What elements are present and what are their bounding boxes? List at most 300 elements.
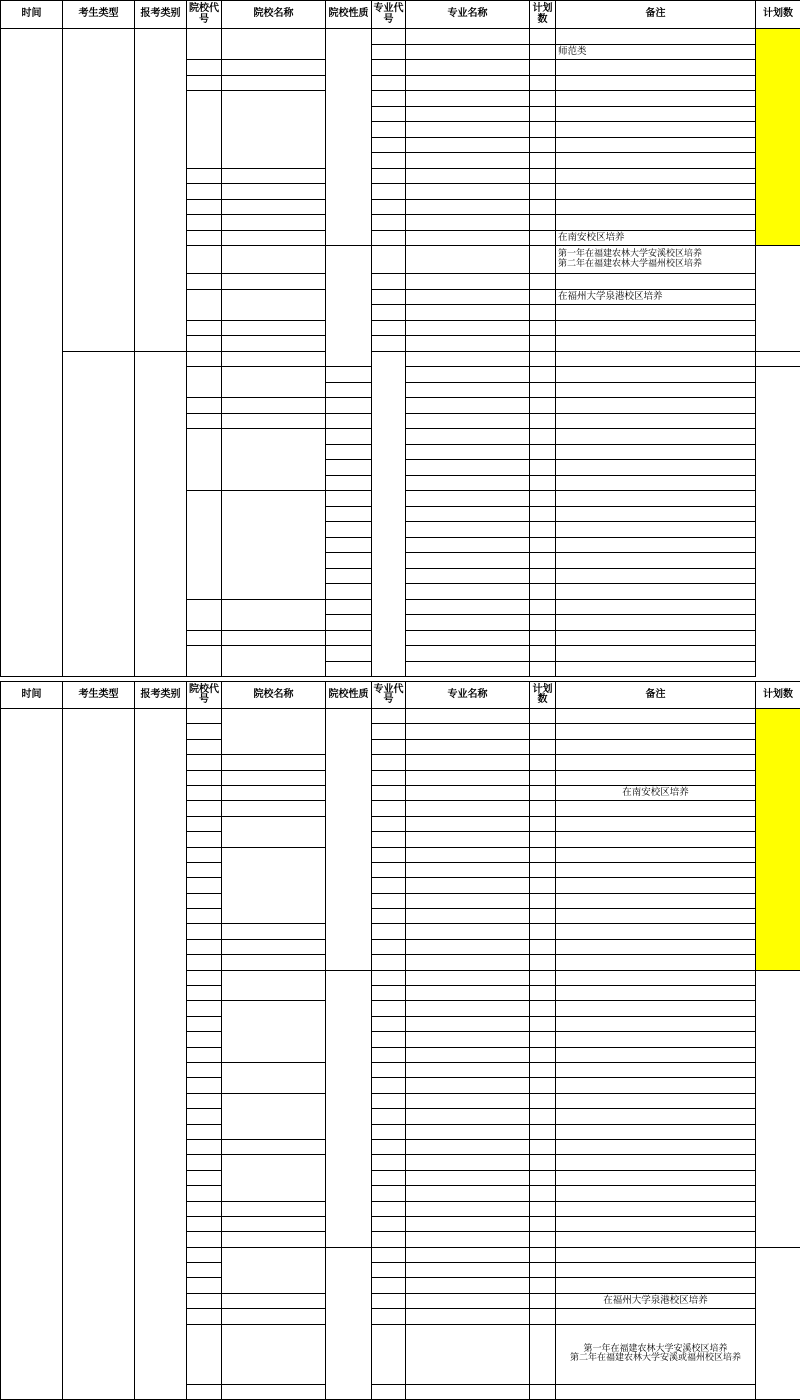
school-code-cell [187,274,222,290]
remark-cell [556,460,756,476]
major-name-cell [406,1247,530,1262]
school-code-cell [187,491,222,600]
major-name-cell [406,893,530,908]
major-code-cell [372,336,406,352]
school-nature-cell [372,351,406,677]
school-name-cell [222,246,326,274]
plan-count-cell [530,106,556,122]
major-name-cell [406,320,530,336]
remark-cell [556,1201,756,1216]
remark-cell [556,893,756,908]
col-school-name: 院校名称 [222,682,326,709]
plan-count-cell [530,724,556,739]
school-code-cell [187,816,222,831]
plan-count-cell [530,1093,556,1108]
plan-count-cell [530,646,556,662]
school-code-cell [187,755,222,770]
school-name-cell [222,1324,326,1384]
major-code-cell [326,444,372,460]
major-name-cell [406,199,530,215]
school-name-cell [222,646,326,677]
school-code-cell [187,986,222,1001]
major-code-cell [372,1001,406,1016]
school-code-cell [187,970,222,985]
remark-cell [556,970,756,985]
major-name-cell [406,615,530,631]
plan-total-cell [756,246,800,352]
col-time: 时间 [1,1,63,29]
plan-count-cell [530,893,556,908]
remark-cell [556,367,756,383]
major-code-cell [326,506,372,522]
school-name-cell [222,491,326,600]
major-name-cell [406,91,530,107]
school-code-cell [187,599,222,630]
plan-count-cell [530,986,556,1001]
major-name-cell [406,137,530,153]
major-code-cell [372,816,406,831]
major-name-cell [406,1016,530,1031]
school-name-cell [222,1247,326,1293]
major-name-cell [406,847,530,862]
major-code-cell [372,847,406,862]
plan-count-cell [530,939,556,954]
major-name-cell [406,29,530,45]
plan-count-cell [530,770,556,785]
school-code-cell [187,246,222,274]
school-code-cell [187,1384,222,1399]
remark-cell [556,215,756,231]
major-name-cell [406,724,530,739]
school-code-cell [187,801,222,816]
major-name-cell [406,44,530,60]
major-name-cell [406,970,530,985]
school-name-cell [222,924,326,939]
plan-count-cell [530,924,556,939]
remark-cell [556,568,756,584]
major-name-cell [406,1124,530,1139]
major-code-cell [326,382,372,398]
remark-cell [556,1093,756,1108]
plan-count-cell [530,1263,556,1278]
header-row [1,1,800,29]
school-name-cell [222,215,326,231]
major-name-cell [406,1263,530,1278]
school-code-cell [187,1170,222,1185]
major-name-cell [406,770,530,785]
major-code-cell [326,646,372,662]
school-name-cell [222,413,326,429]
col-major-name: 专业名称 [406,1,530,29]
major-name-cell [406,1201,530,1216]
school-code-cell [187,1232,222,1247]
plan-count-cell [530,367,556,383]
major-name-cell [406,215,530,231]
plan-count-cell [530,1109,556,1124]
col-examinee-type: 考生类型 [63,682,135,709]
plan-count-cell [530,785,556,800]
remark-cell [556,847,756,862]
remark-cell [556,1309,756,1324]
remark-cell [556,1062,756,1077]
remark-cell [556,305,756,321]
remark-cell [556,122,756,138]
school-code-cell [187,739,222,754]
plan-count-cell [556,351,756,367]
major-name-cell [406,986,530,1001]
plan-count-cell [530,199,556,215]
col-school-nature: 院校性质 [326,682,372,709]
major-name-cell [406,862,530,877]
school-code-cell [187,398,222,414]
remark-cell [556,1124,756,1139]
major-code-cell [372,274,406,290]
major-name-cell [406,444,530,460]
major-name-cell [406,709,530,724]
school-code-cell [187,413,222,429]
remark-cell [556,398,756,414]
remark-cell [556,274,756,290]
major-code-cell [372,153,406,169]
school-code-cell [187,91,222,169]
plan-count-cell [530,630,556,646]
examinee-type-cell [63,709,135,1400]
col-school-code: 院校代号 [187,1,222,29]
major-name-cell [406,382,530,398]
major-name-cell [406,475,530,491]
plan-count-cell [530,584,556,600]
remark-cell [556,153,756,169]
school-code-cell [187,770,222,785]
major-code-cell [326,460,372,476]
plan-count-cell [530,909,556,924]
major-code-cell [372,320,406,336]
remark-cell [556,553,756,569]
plan-count-cell [530,847,556,862]
major-code-cell [326,661,372,677]
major-name-cell [406,1001,530,1016]
plan-count-cell [530,1124,556,1139]
major-code-cell [372,305,406,321]
remark-cell [556,522,756,538]
school-name-cell [222,320,326,336]
major-code-cell [326,537,372,553]
remark-cell [556,924,756,939]
major-name-cell [406,939,530,954]
remark-cell [556,444,756,460]
major-code-cell [326,630,372,646]
remark-cell [556,816,756,831]
school-name-cell [222,1216,326,1231]
school-name-cell [222,91,326,169]
plan-count-cell [530,553,556,569]
major-code-cell [372,29,406,45]
school-name-cell [222,75,326,91]
major-name-cell [406,246,530,274]
remark-cell: 在福州大学泉港校区培养 [556,1293,756,1308]
major-name-cell [406,1139,530,1154]
major-code-cell [372,1216,406,1231]
category-cell [135,29,187,352]
major-name-cell [406,924,530,939]
school-code-cell [187,1062,222,1077]
plan-count-cell [530,274,556,290]
remark-cell [556,878,756,893]
remark-cell [556,1032,756,1047]
plan-count-cell [530,862,556,877]
school-name-cell [222,1139,326,1154]
major-name-cell [406,553,530,569]
school-code-cell [187,724,222,739]
col-school-name: 院校名称 [222,1,326,29]
school-code-cell [187,939,222,954]
plan-count-cell [530,1170,556,1185]
school-name-cell [222,289,326,320]
school-code-cell [187,646,222,677]
major-code-cell [372,1032,406,1047]
plan-count-cell [530,444,556,460]
major-code-cell [372,1201,406,1216]
major-name-cell [406,274,530,290]
plan-count-cell [530,29,556,45]
major-code-cell [406,351,530,367]
major-name-cell [406,460,530,476]
time-cell [1,709,63,1400]
school-code-cell [187,75,222,91]
school-name-cell [222,1384,326,1399]
school-code-cell [187,709,222,724]
plan-count-cell [530,1201,556,1216]
school-name-cell [222,199,326,215]
remark-cell [556,429,756,445]
remark-cell [556,137,756,153]
school-code-cell [187,1247,222,1262]
remark-cell: 第一年在福建农林大学安溪校区培养 第二年在福建农林大学安溪或福州校区培养 [556,1324,756,1384]
plan-count-cell [530,801,556,816]
remark-cell [556,1247,756,1262]
remark-cell [556,413,756,429]
school-name-cell [222,955,326,970]
remark-cell [556,29,756,45]
remark-cell [556,939,756,954]
plan-count-cell [530,1001,556,1016]
school-code-cell [187,1078,222,1093]
major-code-cell [326,615,372,631]
major-name-cell [406,522,530,538]
major-name-cell [406,955,530,970]
plan-table-2023 [0,0,800,677]
remark-cell [556,986,756,1001]
plan-count-cell [530,816,556,831]
major-name-cell [406,1032,530,1047]
school-code-cell [187,1093,222,1108]
major-code-cell [372,246,406,274]
major-name-cell [406,801,530,816]
school-code-cell [187,184,222,200]
plan-count-cell [530,336,556,352]
remark-cell [556,491,756,507]
major-name-cell [406,122,530,138]
plan-count-cell [530,429,556,445]
major-name-cell [406,1324,530,1384]
major-code-cell [372,1155,406,1170]
school-code-cell [187,168,222,184]
remark-cell [556,630,756,646]
remark-cell [556,91,756,107]
major-name-cell [406,1216,530,1231]
school-name-cell [222,801,326,816]
plan-count-cell [530,522,556,538]
school-code-cell [187,289,222,320]
category-cell [135,351,187,677]
remark-cell [556,862,756,877]
plan-count-cell [530,1155,556,1170]
major-code-cell [372,939,406,954]
major-code-cell [372,1309,406,1324]
school-name-cell [222,168,326,184]
major-name-cell [406,305,530,321]
plan-count-cell [530,506,556,522]
major-code-cell [372,1139,406,1154]
col-examinee-type: 考生类型 [63,1,135,29]
major-name-cell [406,75,530,91]
school-name-cell [222,184,326,200]
major-code-cell [372,755,406,770]
plan-count-cell [530,1232,556,1247]
major-code-cell [372,832,406,847]
school-code-cell [187,909,222,924]
major-code-cell [372,1324,406,1384]
remark-cell: 师范类 [556,44,756,60]
school-code-cell [187,1001,222,1016]
major-code-cell [326,475,372,491]
plan-count-cell [530,537,556,553]
school-name-cell [222,970,326,1001]
remark-cell [556,1155,756,1170]
school-nature-cell [326,709,372,971]
school-name-cell [222,1232,326,1247]
major-code-cell [372,878,406,893]
plan-count-cell [530,246,556,274]
major-code-cell [372,199,406,215]
plan-count-cell [530,91,556,107]
major-code-cell [372,122,406,138]
major-name-cell [406,568,530,584]
plan-count-cell [530,661,556,677]
plan-count-cell [530,398,556,414]
school-code-cell [187,847,222,862]
plan-total-cell [756,29,800,246]
school-name-cell [222,770,326,785]
major-code-cell [326,429,372,445]
plan-count-cell [530,1247,556,1262]
major-name-cell [406,537,530,553]
plan-count-cell [530,615,556,631]
major-code-cell [372,1278,406,1293]
plan-count-cell [530,1278,556,1293]
remark-cell [756,351,800,367]
major-name-cell [406,1047,530,1062]
major-name-cell [406,1309,530,1324]
plan-count-cell [530,475,556,491]
major-code-cell [372,724,406,739]
remark-cell [556,661,756,677]
major-code-cell [372,215,406,231]
major-code-cell [372,137,406,153]
major-code-cell [372,986,406,1001]
col-plan-count: 计划数 [530,1,556,29]
major-code-cell [372,970,406,985]
major-code-cell [326,522,372,538]
school-name-cell [222,709,326,755]
major-code-cell [372,739,406,754]
remark-cell: 在南安校区培养 [556,785,756,800]
school-code-cell [187,862,222,877]
col-plan-count: 计划数 [530,682,556,709]
remark-cell [556,1001,756,1016]
major-name-cell [406,1278,530,1293]
remark-cell [556,382,756,398]
plan-count-cell [530,832,556,847]
major-code-cell [372,168,406,184]
table-row [1,29,800,45]
major-name-cell [406,184,530,200]
school-code-cell [187,215,222,231]
school-nature-cell [326,246,372,367]
major-code-cell [326,413,372,429]
major-name-cell [406,1155,530,1170]
plan-count-cell [530,184,556,200]
major-code-cell [326,553,372,569]
major-name-cell [406,60,530,76]
major-code-cell [372,1109,406,1124]
major-code-cell [326,568,372,584]
plan-count-cell [530,1216,556,1231]
major-code-cell [326,398,372,414]
plan-count-cell [530,1186,556,1201]
school-code-cell [187,1109,222,1124]
major-code-cell [372,1062,406,1077]
remark-cell [556,599,756,615]
school-name-cell [222,816,326,847]
school-name-cell [222,29,326,60]
remark-cell [556,168,756,184]
school-code-cell [187,1309,222,1324]
examinee-type-cell [63,29,135,352]
school-name-cell [222,1309,326,1324]
major-code-cell [372,1047,406,1062]
school-name-cell [222,367,326,398]
school-name-cell [222,336,326,352]
major-name-cell [406,1170,530,1185]
plan-count-cell [530,709,556,724]
major-name-cell [406,584,530,600]
plan-count-cell [530,320,556,336]
remark-cell [556,1109,756,1124]
plan-count-cell [530,122,556,138]
major-name-cell [530,351,556,367]
major-code-cell [372,801,406,816]
remark-cell: 第一年在福建农林大学安溪校区培养 第二年在福建农林大学福州校区培养 [556,246,756,274]
school-code-cell [187,1324,222,1384]
plan-count-cell [530,1309,556,1324]
plan-count-cell [530,1324,556,1384]
plan-count-cell [530,568,556,584]
plan-count-cell [530,44,556,60]
plan-count-cell [530,153,556,169]
col-school-nature: 院校性质 [326,1,372,29]
remark-cell [556,1047,756,1062]
